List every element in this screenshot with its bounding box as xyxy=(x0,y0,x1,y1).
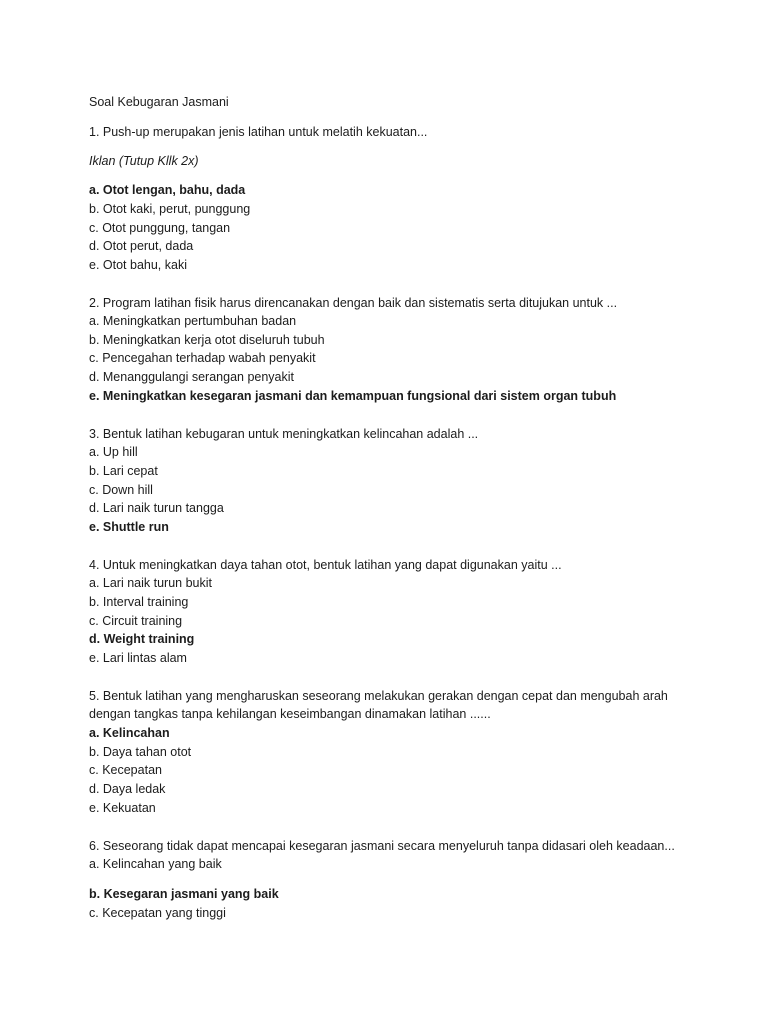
q2-option-a: a. Meningkatkan pertumbuhan badan xyxy=(89,314,297,328)
q2-option-d: d. Menanggulangi serangan penyakit xyxy=(89,370,295,384)
q5-option-d: d. Daya ledak xyxy=(89,782,166,796)
q6-option-c: c. Kecepatan yang tinggi xyxy=(89,906,226,920)
question-1: 1. Push-up merupakan jenis latihan untuk melatih kekuatan... xyxy=(89,125,428,139)
q2-option-c: c. Pencegahan terhadap wabah penyakit xyxy=(89,351,316,365)
q4-option-c: c. Circuit training xyxy=(89,614,183,628)
q5-option-e: e. Kekuatan xyxy=(89,801,156,815)
question-5-line1: 5. Bentuk latihan yang mengharuskan seseorang melakukan gerakan dengan cepat dan mengubah arah xyxy=(89,689,668,703)
q4-option-a: a. Lari naik turun bukit xyxy=(89,576,212,590)
document-title: Soal Kebugaran Jasmani xyxy=(89,95,229,109)
question-6: 6. Seseorang tidak dapat mencapai kesegaran jasmani secara menyeluruh tanpa didasari oleh keadaan... xyxy=(89,839,675,853)
q3-option-a: a. Up hill xyxy=(89,445,138,459)
q1-option-e: e. Otot bahu, kaki xyxy=(89,258,187,272)
q3-option-e: e. Shuttle run xyxy=(89,520,169,534)
q2-option-e: e. Meningkatkan kesegaran jasmani dan kemampuan fungsional dari sistem organ tubuh xyxy=(89,389,617,403)
q4-option-b: b. Interval training xyxy=(89,595,189,609)
q5-option-a: a. Kelincahan xyxy=(89,726,170,740)
q5-option-b: b. Daya tahan otot xyxy=(89,745,192,759)
q1-option-d: d. Otot perut, dada xyxy=(89,239,194,253)
ad-close-link[interactable]: Iklan (Tutup Kllk 2x) xyxy=(89,154,199,168)
q2-option-b: b. Meningkatkan kerja otot diseluruh tubuh xyxy=(89,333,325,347)
q6-option-b: b. Kesegaran jasmani yang baik xyxy=(89,887,279,901)
q3-option-d: d. Lari naik turun tangga xyxy=(89,501,224,515)
q1-option-c: c. Otot punggung, tangan xyxy=(89,221,231,235)
q1-option-b: b. Otot kaki, perut, punggung xyxy=(89,202,251,216)
question-2: 2. Program latihan fisik harus direncanakan dengan baik dan sistematis serta ditujukan untuk ... xyxy=(89,296,618,310)
q5-option-c: c. Kecepatan xyxy=(89,763,162,777)
q3-option-b: b. Lari cepat xyxy=(89,464,158,478)
q6-option-a: a. Kelincahan yang baik xyxy=(89,857,222,871)
q3-option-c: c. Down hill xyxy=(89,483,153,497)
q4-option-d: d. Weight training xyxy=(89,632,195,646)
question-3: 3. Bentuk latihan kebugaran untuk meningkatkan kelincahan adalah ... xyxy=(89,427,479,441)
q4-option-e: e. Lari lintas alam xyxy=(89,651,187,665)
question-5-line2: dengan tangkas tanpa kehilangan keseimbangan dinamakan latihan ...... xyxy=(89,707,491,721)
question-4: 4. Untuk meningkatkan daya tahan otot, bentuk latihan yang dapat digunakan yaitu ... xyxy=(89,558,562,572)
q1-option-a: a. Otot lengan, bahu, dada xyxy=(89,183,246,197)
